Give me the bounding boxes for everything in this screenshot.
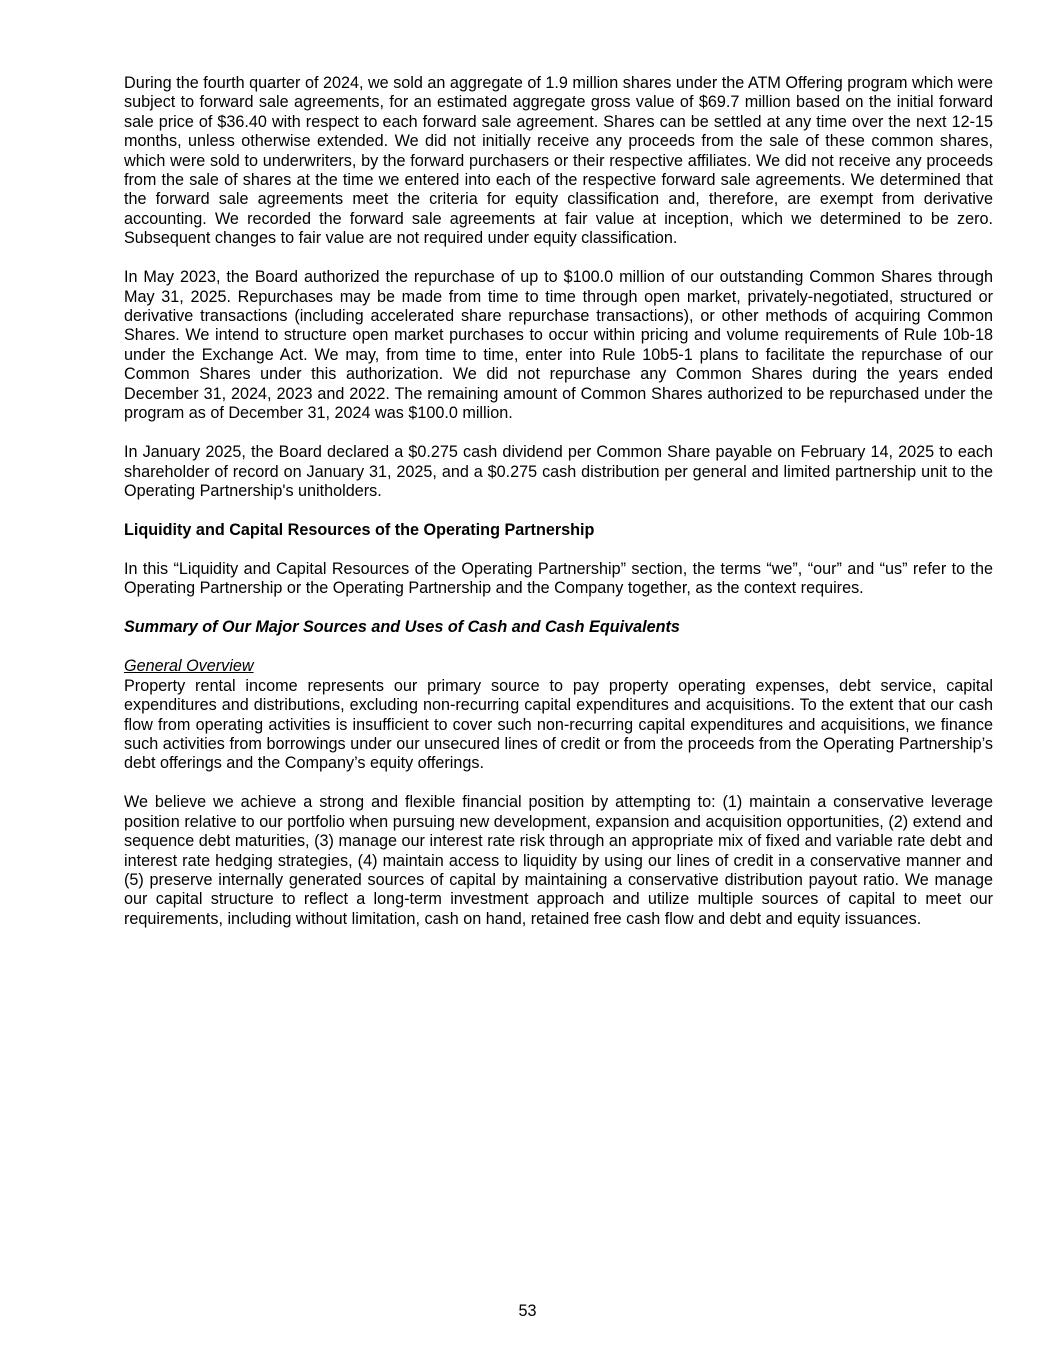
page-number: 53 [518, 1302, 537, 1320]
document-body [124, 74, 993, 929]
paragraph-atm-offering: During the fourth quarter of 2024, we sold an aggregate of 1.9 million shares under the ATM Offering program which were subject to forward sale agreements, for an estimated aggregate gross value of $69.7 million based on the initial forward sale price of $36.40 with respect to each forward sale agreement. Shares can be settled at any time over the next 12-15 months, unless otherwise extended. We did not initially receive any proceeds from the sale of these common shares, which were sold to underwriters, by the forward purchasers or their respective affiliates. We did not receive any proceeds from the sale of shares at the time we entered into each of the respective forward sale agreements. We determined that the forward sale agreements meet the criteria for equity classification and, therefore, are exempt from derivative accounting. We recorded the forward sale agreements at fair value at inception, which we determined to be zero. Subsequent changes to fair value are not required under equity classification. [124, 74, 993, 248]
subheading-general-overview: General Overview [124, 657, 254, 676]
section-heading-summary: Summary of Our Major Sources and Uses of Cash and Cash Equivalents [124, 618, 680, 637]
section-heading-liquidity: Liquidity and Capital Resources of the Operating Partnership [124, 520, 595, 539]
paragraph-dividend: In January 2025, the Board declared a $0.275 cash dividend per Common Share payable on February 14, 2025 to each shareholder of record on January 31, 2025, and a $0.275 cash distribution per general and limited partnership unit to the Operating Partnership's unitholders. [124, 443, 993, 500]
paragraph-liquidity-intro: In this “Liquidity and Capital Resources of the Operating Partnership” section, the terms “we”, “our” and “us” refer to the Operating Partnership or the Operating Partnership and the Company together, as the context requires. [124, 559, 993, 598]
paragraph-share-repurchase: In May 2023, the Board authorized the repurchase of up to $100.0 million of our outstanding Common Shares through May 31, 2025. Repurchases may be made from time to time through open market, privately-negotiated, structured or derivative transactions (including accelerated share repurchase transactions), or other methods of acquiring Common Shares. We intend to structure open market purchases to occur within pricing and volume requirements of Rule 10b-18 under the Exchange Act. We may, from time to time, enter into Rule 10b5-1 plans to facilitate the repurchase of our Common Shares under this authorization. We did not repurchase any Common Shares during the years ended December 31, 2024, 2023 and 2022. The remaining amount of Common Shares authorized to be repurchased under the program as of December 31, 2024 was $100.0 million. [124, 268, 993, 423]
paragraph-general-overview: Property rental income represents our primary source to pay property operating expenses, debt service, capital expenditures and distributions, excluding non-recurring capital expenditures and acquisitions. To the extent that our cash flow from operating activities is insufficient to cover such non-recurring capital expenditures and acquisitions, we finance such activities from borrowings under our unsecured lines of credit or from the proceeds from the Operating Partnership’s debt offerings and the Company’s equity offerings. [124, 676, 993, 773]
paragraph-financial-position: We believe we achieve a strong and flexible financial position by attempting to: (1) maintain a conservative leverage position relative to our portfolio when pursuing new development, expansion and acquisition opportunities, (2) extend and sequence debt maturities, (3) manage our interest rate risk through an appropriate mix of fixed and variable rate debt and interest rate hedging strategies, (4) maintain access to liquidity by using our lines of credit in a conservative manner and (5) preserve internally generated sources of capital by maintaining a conservative distribution payout ratio. We manage our capital structure to reflect a long-term investment approach and utilize multiple sources of capital to meet our requirements, including without limitation, cash on hand, retained free cash flow and debt and equity issuances. [124, 793, 993, 928]
